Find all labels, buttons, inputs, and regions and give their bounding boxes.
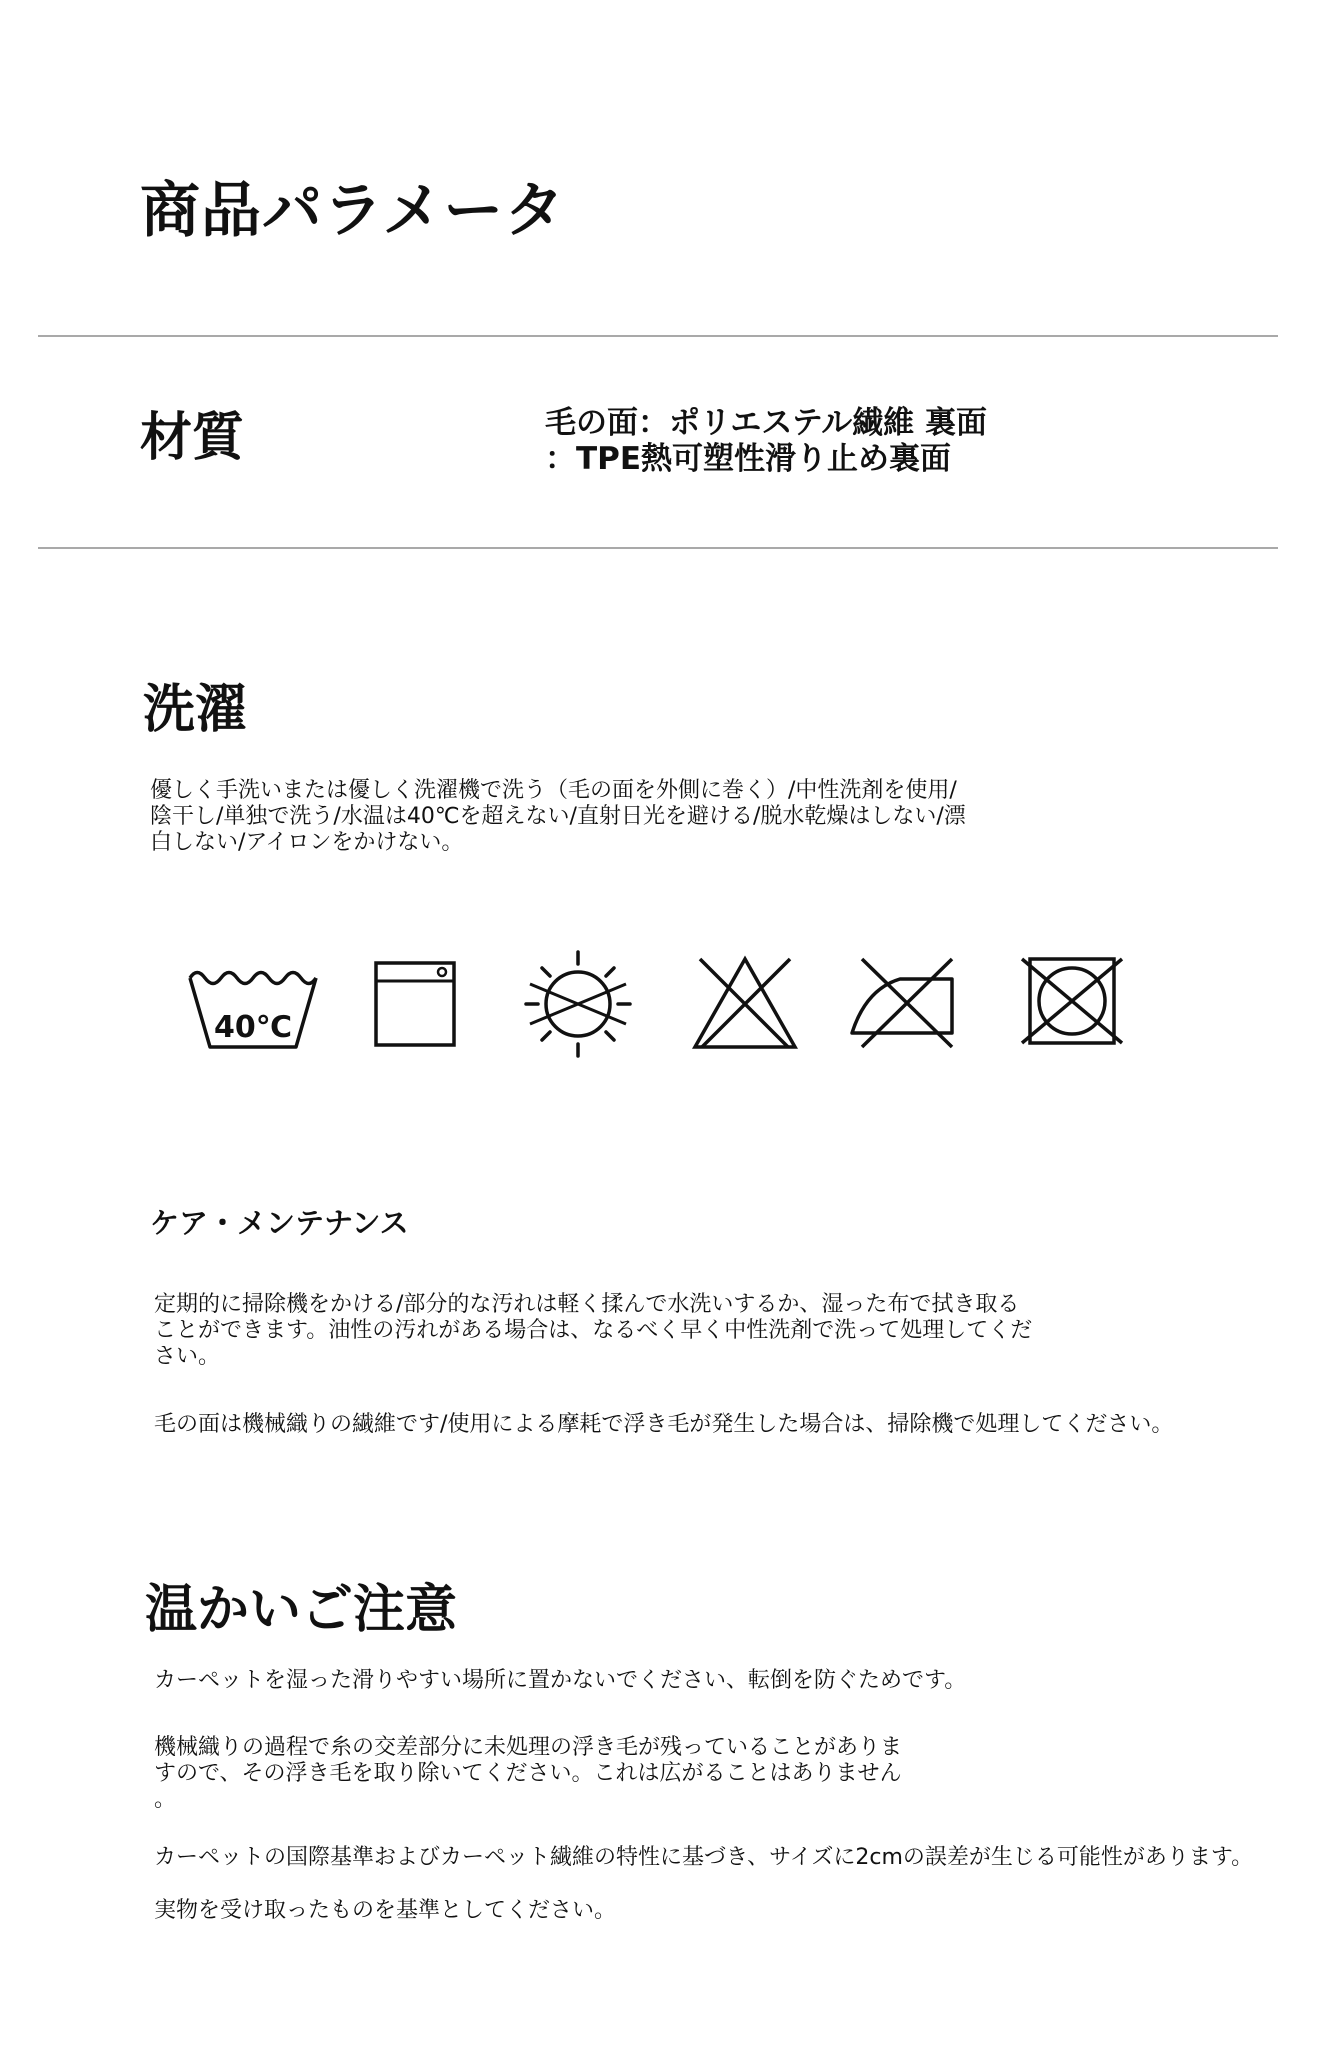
divider (38, 335, 1278, 337)
notice-paragraph: カーペットの国際基準およびカーペット繊維の特性に基づき、サイズに2cmの誤差が生じる可能性があります。 (154, 1845, 1254, 1870)
page-title: 商品パラメータ (140, 176, 566, 246)
notice-paragraph: カーペットを湿った滑りやすい場所に置かないでください、転倒を防ぐためです。 (154, 1668, 967, 1693)
no-bleach-icon (690, 955, 800, 1050)
wash-temperature-label: 40℃ (213, 1010, 293, 1045)
washing-instructions: 優しく手洗いまたは優しく洗濯機で洗う（毛の面を外側に巻く）/中性洗剤を使用/ 陰干し/単独で洗う/水温は40℃を超えない/直射日光を避ける/脱水乾燥はしない/漂 白しない/アイロンをかけない。 (150, 778, 966, 855)
no-iron-icon (848, 955, 960, 1050)
hand-wash-40c-icon (188, 955, 318, 1055)
no-sun-dry-icon (522, 948, 634, 1060)
notice-paragraph: 実物を受け取ったものを基準としてください。 (154, 1898, 617, 1923)
notice-paragraph: 機械織りの過程で糸の交差部分に未処理の浮き毛が残っていることがありま すので、その浮き毛を取り除いてください。これは広がることはありません 。 (154, 1735, 903, 1812)
washing-title: 洗濯 (143, 680, 248, 740)
notice-title: 温かいご注意 (145, 1580, 458, 1640)
material-value: 毛の面：ポリエステル繊維 裏面 ：TPE熱可塑性滑り止め裏面 (545, 405, 988, 477)
no-tumble-dry-icon (1020, 955, 1124, 1047)
material-label: 材質 (140, 408, 245, 468)
care-title: ケア・メンテナンス (150, 1206, 409, 1240)
machine-wash-icon (374, 955, 456, 1047)
care-paragraph: 定期的に掃除機をかける/部分的な汚れは軽く揉んで水洗いするか、湿った布で拭き取る ことができます。油性の汚れがある場合は、なるべく早く中性洗剤で洗って処理してくだ さい。 (154, 1292, 1033, 1369)
divider (38, 547, 1278, 549)
care-paragraph: 毛の面は機械織りの繊維です/使用による摩耗で浮き毛が発生した場合は、掃除機で処理してください。 (154, 1412, 1174, 1437)
